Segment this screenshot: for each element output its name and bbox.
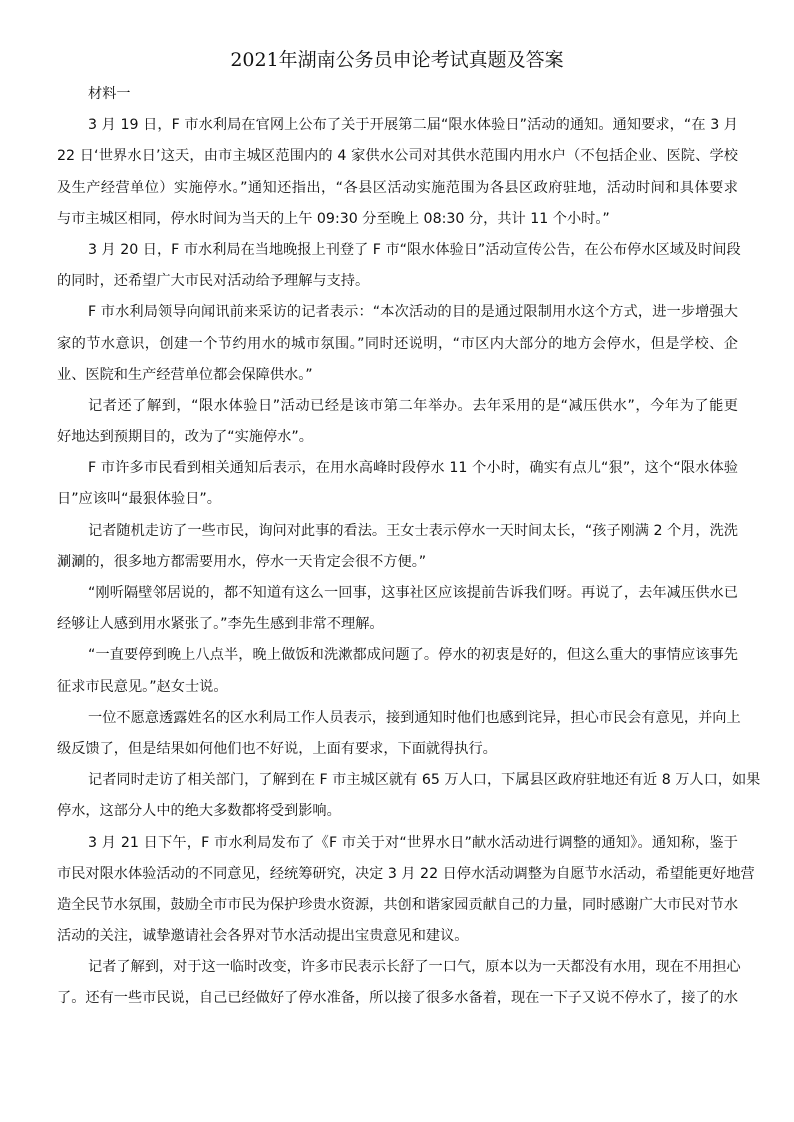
paragraph-line: 记者随机走访了一些市民，询问对此事的看法。王女士表示停水一天时间太长，“孩子刚满 2 个月，洗洗 — [88, 522, 738, 539]
paragraph-line: 家的节水意识，创建一个节约用水的城市氛围。”同时还说明，“市区内大部分的地方会停水，但是学校、企 — [57, 335, 738, 352]
paragraph-line: 的同时，还希望广大市民对活动给予理解与支持。 — [57, 273, 370, 290]
paragraph-line: 与市主城区相同，停水时间为当天的上午 09:30 分至晚上 08:30 分，共计 11 个小时。” — [57, 210, 610, 227]
paragraph-line: 记者了解到，对于这一临时改变，许多市民表示长舒了一口气，原本以为一天都没有水用，现在不用担心 — [88, 959, 741, 976]
paragraph-line: 日”应该叫“最狠体验日”。 — [57, 491, 221, 508]
document-body — [57, 79, 761, 1015]
paragraph-line: 活动的关注，诚挚邀请社会各界对节水活动提出宝贵意见和建议。 — [57, 928, 469, 945]
paragraph-line: 3 月 21 日下午，F 市水利局发布了《F 市关于对“世界水日”献水活动进行调整的通知》。通知称，鉴于 — [88, 834, 738, 851]
paragraph-line: 22 日‘世界水日’这天，由市主城区范围内的 4 家供水公司对其供水范围内用水户（不包括企业、医院、学校 — [57, 148, 738, 165]
paragraph-line: 业、医院和生产经营单位都会保障供水。” — [57, 366, 313, 383]
paragraph-line: 了。还有一些市民说，自己已经做好了停水准备，所以接了很多水备着，现在一下子又说不停水了，接了的水 — [57, 990, 739, 1007]
paragraph-line: 市民对限水体验活动的不同意见，经统筹研究，决定 3 月 22 日停水活动调整为自愿节水活动，希望能更好地营 — [57, 865, 755, 882]
paragraph-line: 记者同时走访了相关部门，了解到在 F 市主城区就有 65 万人口，下属县区政府驻地还有近 8 万人口，如果 — [88, 772, 761, 789]
paragraph-line: 停水，这部分人中的绝大多数都将受到影响。 — [57, 803, 341, 820]
section-label: 材料一 — [88, 86, 131, 102]
paragraph-line: 3 月 19 日，F 市水利局在官网上公布了关于开展第二届“限水体验日”活动的通知。通知要求，“在 3 月 — [88, 117, 738, 134]
paragraph-line: “刚听隔壁邻居说的，都不知道有这么一回事，这事社区应该提前告诉我们呀。再说了，去年减压供水已 — [88, 585, 738, 601]
paragraph-line: 记者还了解到，“限水体验日”活动已经是该市第二年举办。去年采用的是“减压供水”，今年为了能更 — [88, 397, 738, 414]
paragraph-line: 涮涮的，很多地方都需要用水，停水一天肯定会很不方便。” — [57, 553, 427, 570]
document-title: 2021年湖南公务员申论考试真题及答案 — [230, 49, 564, 71]
paragraph-line: 经够让人感到用水紧张了。”李先生感到非常不理解。 — [57, 616, 384, 633]
paragraph-line: “一直要停到晚上八点半，晚上做饭和洗漱都成问题了。停水的初衷是好的，但这么重大的事情应该事先 — [88, 647, 738, 664]
paragraph-line: 好地达到预期目的，改为了“实施停水”。 — [57, 429, 313, 446]
paragraph-line: 一位不愿意透露姓名的区水利局工作人员表示，接到通知时他们也感到诧异，担心市民会有意见，并向上 — [88, 709, 741, 726]
paragraph-line: F 市许多市民看到相关通知后表示，在用水高峰时段停水 11 个小时，确实有点儿“狠”，这个“限水体验 — [88, 460, 738, 477]
paragraph-line: 及生产经营单位）实施停水。”通知还指出，“各县区活动实施范围为各县区政府驻地，活动时间和具体要求 — [57, 179, 738, 196]
paragraph-line: 级反馈了，但是结果如何他们也不好说，上面有要求，下面就得执行。 — [57, 740, 497, 757]
paragraph-line: F 市水利局领导向闻讯前来采访的记者表示：“本次活动的目的是通过限制用水这个方式，进一步增强大 — [88, 304, 738, 321]
paragraph-line: 3 月 20 日，F 市水利局在当地晚报上刊登了 F 市“限水体验日”活动宣传公告，在公布停水区域及时间段 — [88, 241, 741, 258]
paragraph-line: 征求市民意见。”赵女士说。 — [57, 678, 228, 695]
paragraph-line: 造全民节水氛围，鼓励全市市民为保护珍贵水资源，共创和谐家园贡献自己的力量，同时感谢广大市民对节水 — [57, 896, 739, 913]
